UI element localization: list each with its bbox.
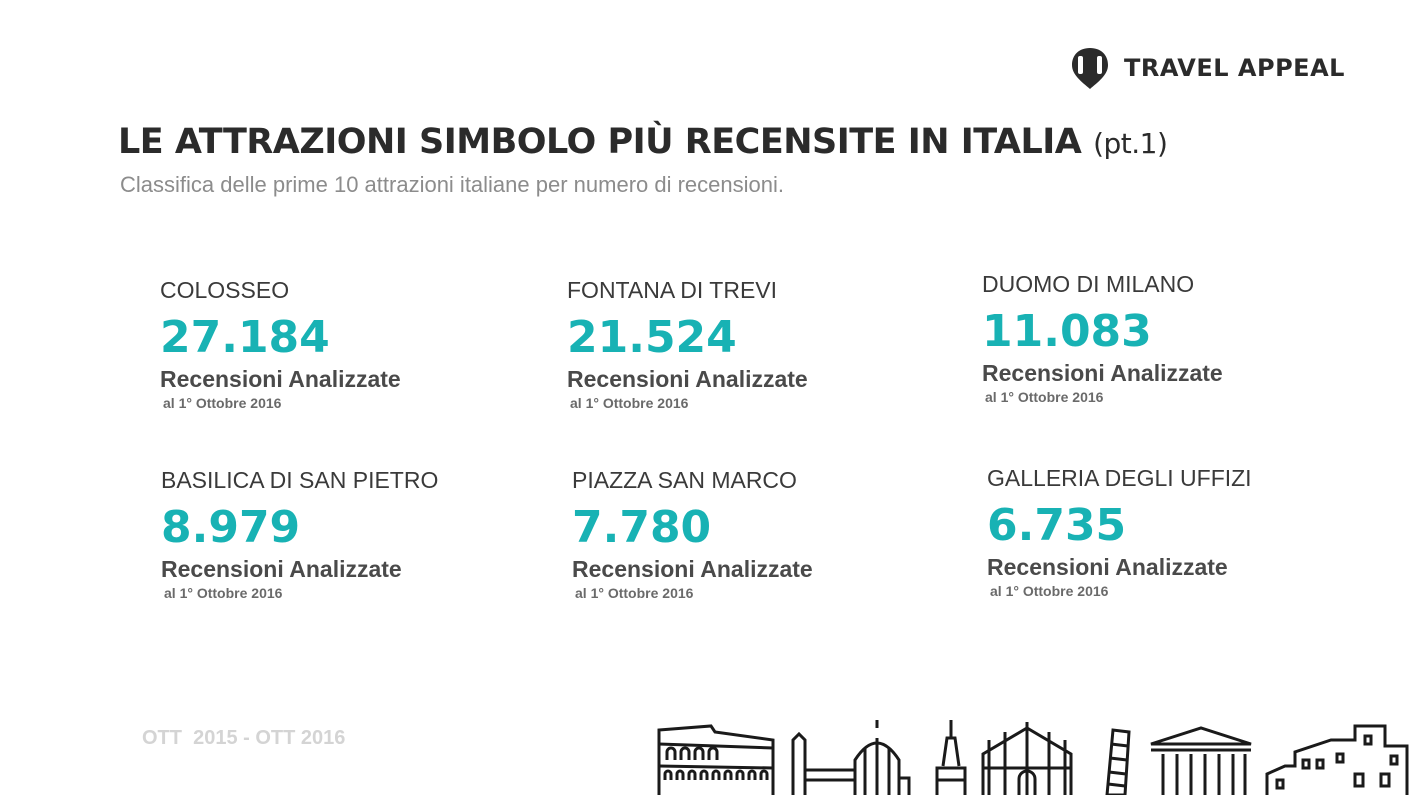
review-label: Recensioni Analizzate [982,360,1223,386]
florence-duomo-icon [793,720,909,795]
review-count: 7.780 [572,502,712,553]
page-title [118,122,1167,162]
review-count: 21.524 [567,312,737,363]
review-count: 11.083 [982,306,1152,357]
review-label: Recensioni Analizzate [161,556,402,582]
brand-logo [1068,46,1345,90]
review-date: al 1° Ottobre 2016 [164,585,283,601]
attraction-name: BASILICA DI SAN PIETRO [161,467,439,493]
attraction-card [982,271,1362,405]
page-title-suffix: (pt.1) [1093,127,1168,160]
review-date: al 1° Ottobre 2016 [163,395,282,411]
attraction-name: FONTANA DI TREVI [567,277,778,303]
pantheon-icon [1151,728,1251,795]
attraction-card [567,277,947,411]
review-count: 27.184 [160,312,330,363]
page-subtitle: Classifica delle prime 10 attrazioni italiane per numero di recensioni. [120,172,784,197]
italian-landmarks-skyline-icon [655,718,1410,795]
period-label: OTT 2015 - OTT 2016 [142,727,346,749]
leaning-tower-icon [1107,730,1129,795]
attraction-card [160,277,540,411]
review-label: Recensioni Analizzate [987,554,1228,580]
mole-antonelliana-icon [937,720,965,795]
review-label: Recensioni Analizzate [160,366,401,392]
review-count: 8.979 [161,502,301,553]
brand-name: TRAVEL APPEAL [1124,54,1345,82]
attraction-card [987,465,1367,599]
review-label: Recensioni Analizzate [572,556,813,582]
review-date: al 1° Ottobre 2016 [985,389,1104,405]
pin-icon [1068,46,1112,90]
attraction-name: PIAZZA SAN MARCO [572,467,797,493]
attraction-card [572,467,952,601]
attraction-card [161,467,541,601]
page-title-text: LE ATTRAZIONI SIMBOLO PIÙ RECENSITE IN ITALIA [118,122,1082,162]
houses-icon [1267,726,1407,795]
review-date: al 1° Ottobre 2016 [575,585,694,601]
colosseum-icon [659,726,773,795]
review-date: al 1° Ottobre 2016 [990,583,1109,599]
attraction-name: GALLERIA DEGLI UFFIZI [987,465,1252,491]
review-label: Recensioni Analizzate [567,366,808,392]
attraction-name: COLOSSEO [160,277,290,303]
review-count: 6.735 [987,500,1127,551]
milan-duomo-icon [983,722,1071,795]
attraction-name: DUOMO DI MILANO [982,271,1195,297]
review-date: al 1° Ottobre 2016 [570,395,689,411]
